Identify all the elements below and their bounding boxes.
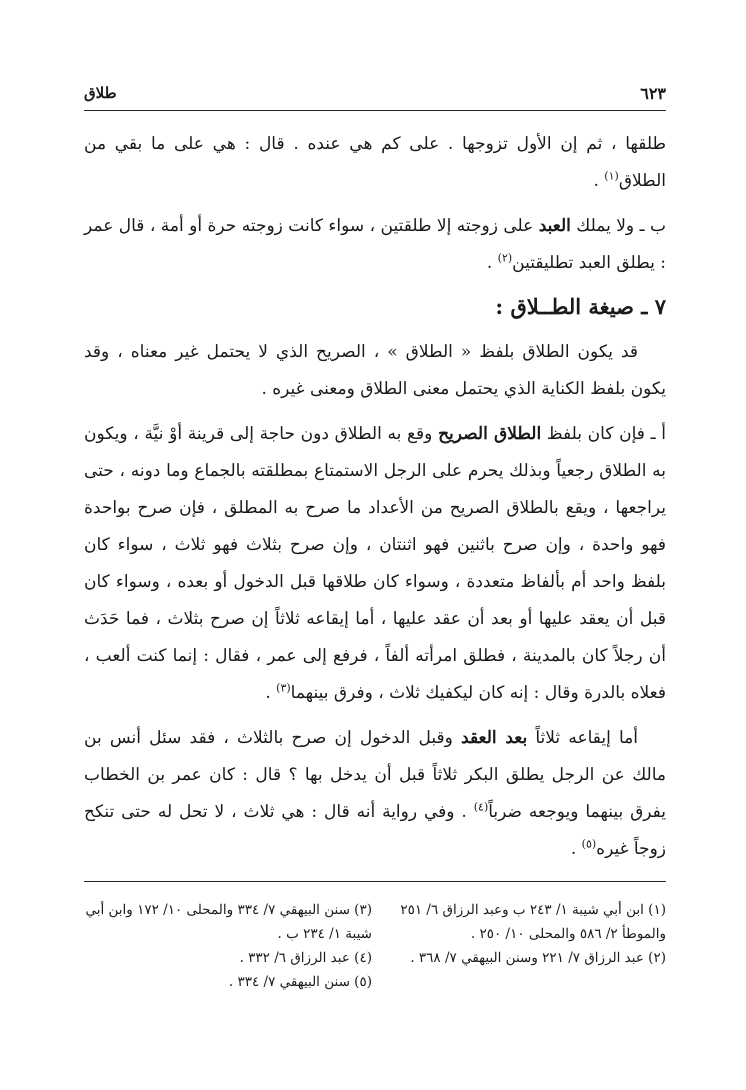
paragraph-after-contract: أما إيقاعه ثلاثاً بعد العقد وقبل الدخول إن صرح بالثلاث ، فقد سئل أنس بن مالك عن الرجل يطلق البكر ثلاثاً قبل أن يدخل بها ؟ قال : كان عمر بن الخطاب يفرق بينهما ويوجعه ضرباً$^{(٤)}$ . وفي رواية أنه قال : هي ثلاث ، لا تحل له حتى تنكح زوجاً غيره$^{(٥)}$ . bbox=[84, 728, 666, 859]
footnote-ref[interactable]: (٣) bbox=[276, 681, 291, 695]
list-label: أ ـ bbox=[650, 424, 666, 444]
footnote-rule bbox=[84, 881, 666, 882]
footnotes-left-column bbox=[84, 898, 372, 994]
bold-term: بعد العقد bbox=[461, 728, 528, 748]
main-text bbox=[84, 126, 666, 868]
running-title: طلاق bbox=[84, 84, 117, 102]
footnote-ref[interactable]: (٤) bbox=[473, 800, 489, 814]
footnote-ref[interactable]: (٢) bbox=[497, 251, 513, 265]
paragraph-continuation: طلقها ، ثم إن الأول تزوجها . على كم هي عنده . قال : هي على ما بقي من الطلاق$^{(١)}$ . bbox=[84, 134, 666, 191]
page-number: ٦٢٣ bbox=[640, 84, 666, 103]
footnote: (٢) عبد الرزاق ٧/ ٢٢١ وسنن البيهقي ٧/ ٣٦٨ . bbox=[410, 950, 666, 966]
footnote: (٥) سنن البيهقي ٧/ ٣٣٤ . bbox=[228, 974, 372, 990]
list-item-a: أ ـ فإن كان بلفظ الطلاق الصريح وقع به الطلاق دون حاجة إلى قرينة أوْ نيَّة ، ويكون به الطلاق رجعياً وبذلك يحرم على الرجل الاستمتاع بمطلقته بالجماع وما دونه ، حتى يراجعها ، ويقع بالطلاق الصريح من الأعداد ما صرح به المطلق ، فإن صرح بواحدة فهو واحدة ، وإن صرح باثنين فهو اثنتان ، وإن صرح بثلاث فهو ثلاث ، سواء كان بلفظ واحد أم بألفاظ متعددة ، وسواء كان طلاقها قبل الدخول أو بعده ، وسواء كان قبل أن يعقد عليها أو بعد أن عقد عليها ، أما إيقاعه ثلاثاً إن صرح بثلاث ، فما حَدَث أن رجلاً كان بالمدينة ، فطلق امرأته ألفاً ، فرفع إلى عمر ، فقال : إنما كنت ألعب ، فعلاه بالدرة وقال : إنه كان ليكفيك ثلاث ، وفرق بينهما$^{(٣)}$ . bbox=[84, 424, 666, 703]
list-item-b: ب ـ ولا يملك العبد على زوجته إلا طلقتين ، سواء كانت زوجته حرة أو أمة ، قال عمر : يطلق العبد تطليقتين$^{(٢)}$ . bbox=[84, 216, 666, 273]
header-rule bbox=[84, 110, 666, 111]
section-heading: ٧ ـ صيغة الطــلاق : bbox=[495, 294, 666, 319]
bold-term: العبد bbox=[538, 216, 571, 236]
page-header bbox=[84, 84, 666, 106]
footnotes-right-column bbox=[378, 898, 666, 970]
footnote-ref[interactable]: (٥) bbox=[581, 837, 597, 851]
footnote-ref[interactable]: (١) bbox=[604, 169, 619, 183]
intro-paragraph: قد يكون الطلاق بلفظ « الطلاق » ، الصريح الذي لا يحتمل غير معناه ، وقد يكون بلفظ الكناية الذي يحتمل معنى الطلاق ومعنى غيره . bbox=[84, 342, 666, 399]
footnote: (١) ابن أبي شيبة ١/ ٢٤٣ ب وعبد الرزاق ٦/ ٢٥١ والموطأ ٢/ ٥٨٦ والمحلى ١٠/ ٢٥٠ . bbox=[400, 902, 666, 942]
footnote: (٤) عبد الرزاق ٦/ ٣٣٢ . bbox=[239, 950, 372, 966]
footnote: (٣) سنن البيهقي ٧/ ٣٣٤ والمحلى ١٠/ ١٧٢ وابن أبي شيبة ١/ ٢٣٤ ب . bbox=[85, 902, 372, 942]
list-label: ب ـ bbox=[639, 216, 666, 236]
bold-term: الطلاق الصريح bbox=[438, 424, 542, 444]
